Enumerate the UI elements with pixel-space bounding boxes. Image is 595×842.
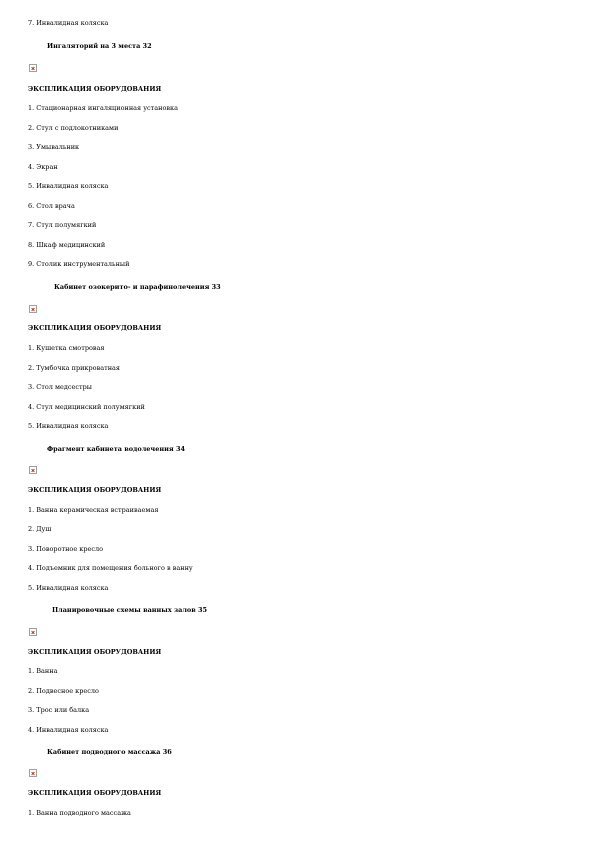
- list-item: 2. Подвесное кресло: [28, 687, 99, 695]
- list-item: 7. Стул полумягкий: [28, 221, 97, 229]
- figure-caption: Планировочные схемы ванных залов 35: [52, 606, 208, 614]
- list-item: 4. Экран: [28, 163, 58, 171]
- broken-image-icon: [29, 628, 37, 636]
- section-heading: ЭКСПЛИКАЦИЯ ОБОРУДОВАНИЯ: [28, 486, 162, 494]
- list-item: 5. Инвалидная коляска: [28, 422, 109, 430]
- list-item: 1. Стационарная ингаляционная установка: [28, 104, 178, 112]
- list-item: 3. Стол медсестры: [28, 383, 92, 391]
- broken-image-icon: [29, 466, 37, 474]
- list-item: 2. Тумбочка прикроватная: [28, 364, 121, 372]
- list-item: 1. Ванна керамическая встраиваемая: [28, 506, 159, 514]
- list-item: 1. Ванна: [28, 667, 58, 675]
- figure-caption: Фрагмент кабинета водолечения 34: [47, 445, 186, 453]
- list-item: 4. Подъемник для помещения больного в ванну: [28, 564, 193, 572]
- list-item: 3. Умывальник: [28, 143, 80, 151]
- list-item: 1. Ванна подводного массажа: [28, 809, 131, 817]
- section-heading: ЭКСПЛИКАЦИЯ ОБОРУДОВАНИЯ: [28, 85, 162, 93]
- list-item: 8. Шкаф медицинский: [28, 241, 106, 249]
- section-heading: ЭКСПЛИКАЦИЯ ОБОРУДОВАНИЯ: [28, 648, 162, 656]
- list-item: 1. Кушетка смотровая: [28, 344, 105, 352]
- broken-image-icon: [29, 769, 37, 777]
- list-item: 6. Стол врача: [28, 202, 75, 210]
- list-item: 5. Инвалидная коляска: [28, 182, 109, 190]
- list-item: 4. Инвалидная коляска: [28, 726, 109, 734]
- figure-caption: Кабинет подводного массажа 36: [47, 748, 172, 756]
- list-item: 5. Инвалидная коляска: [28, 584, 109, 592]
- broken-image-icon: [29, 305, 37, 313]
- section-heading: ЭКСПЛИКАЦИЯ ОБОРУДОВАНИЯ: [28, 789, 162, 797]
- list-item: 7. Инвалидная коляска: [28, 19, 109, 27]
- figure-caption: Ингаляторий на 3 места 32: [47, 42, 152, 50]
- list-item: 4. Стул медицинский полумягкий: [28, 403, 145, 411]
- section-heading: ЭКСПЛИКАЦИЯ ОБОРУДОВАНИЯ: [28, 324, 162, 332]
- list-item: 3. Поворотное кресло: [28, 545, 104, 553]
- broken-image-icon: [29, 64, 37, 72]
- figure-caption: Кабинет озокерито- и парафинолечения 33: [54, 283, 221, 291]
- list-item: 2. Стул с подлокотниками: [28, 124, 119, 132]
- list-item: 2. Душ: [28, 525, 52, 533]
- list-item: 9. Столик инструментальный: [28, 260, 130, 268]
- list-item: 3. Трос или балка: [28, 706, 90, 714]
